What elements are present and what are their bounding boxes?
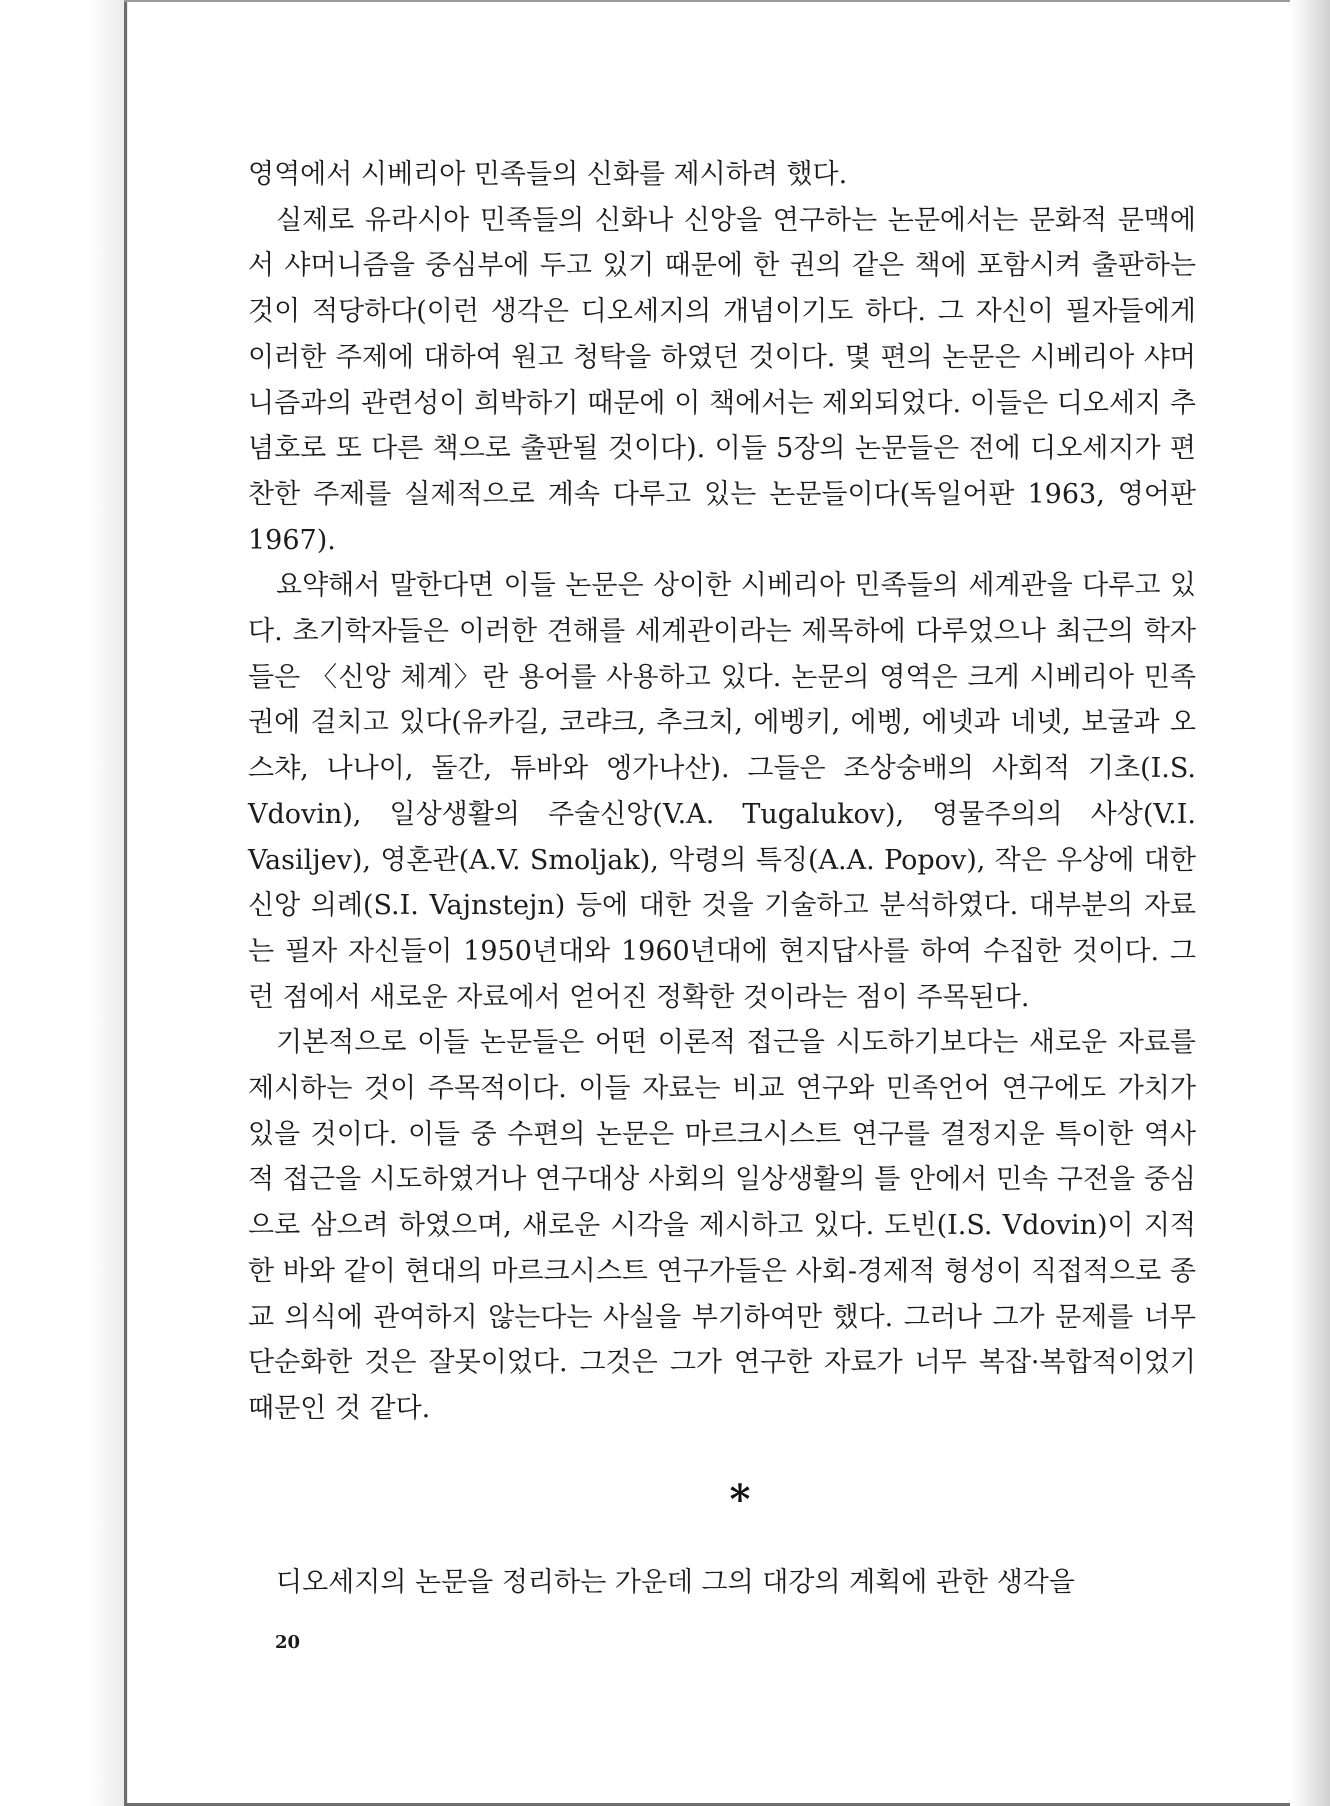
page-gutter — [0, 0, 128, 1806]
page-top-edge — [124, 0, 1330, 2]
paragraph-continuation: 영역에서 시베리아 민족들의 신화를 제시하려 했다. — [248, 159, 848, 190]
paragraph: 요약해서 말한다면 이들 논문은 상이한 시베리아 민족들의 세계관을 다루고 있다. 초기학자들은 이러한 견해를 세계관이라는 제목하에 다루었으나 최근의 학자들은 〈신앙 체계〉란 용어를 사용하고 있다. 논문의 영역은 크게 시베리아 민족권에 걸치고 있다(유카길, 코랴크, 추크치, 에벵키, 에벵, 에넷과 네넷, 보굴과 오스챠, 나나이, 돌간, 튜바와 엥가나산). 그들은 조상숭배의 사회적 기초(I.S. Vdovin), 일상생활의 주술신앙(V.A. Tugalukov), 영물주의의 사상(V.I. Vasiljev), 영혼관(A.V. Smoljak), 악령의 특징(A.A. Popov), 작은 우상에 대한 신앙 의례(S.I. Vajnstejn) 등에 대한 것을 기술하고 분석하였다. 대부분의 자료는 필자 자신들이 1950년대와 1960년대에 현지답사를 하여 수집한 것이다. 그런 점에서 새로운 자료에서 얻어진 정확한 것이라는 점이 주목된다. — [248, 570, 1196, 1013]
paragraph: 실제로 유라시아 민족들의 신화나 신앙을 연구하는 논문에서는 문화적 문맥에서 샤머니즘을 중심부에 두고 있기 때문에 한 권의 같은 책에 포함시켜 출판하는 것이 적당하다(이런 생각은 디오세지의 개념이기도 하다. 그 자신이 필자들에게 이러한 주제에 대하여 원고 청탁을 하였던 것이다. 몇 편의 논문은 시베리아 샤머니즘과의 관련성이 희박하기 때문에 이 책에서는 제외되었다. 이들은 디오세지 추념호로 또 다른 책으로 출판될 것이다). 이들 5장의 논문들은 전에 디오세지가 편찬한 주제를 실제적으로 계속 다루고 있는 논문들이다(독일어판 1963, 영어판 1967). — [248, 204, 1196, 556]
paragraph: 기본적으로 이들 논문들은 어떤 이론적 접근을 시도하기보다는 새로운 자료를 제시하는 것이 주목적이다. 이들 자료는 비교 연구와 민족언어 연구에도 가치가 있을 것이다. 이들 중 수편의 논문은 마르크시스트 연구를 결정지운 특이한 역사적 접근을 시도하였거나 연구대상 사회의 일상생활의 틀 안에서 민속 구전을 중심으로 삼으려 하였으며, 새로운 시각을 제시하고 있다. 도빈(I.S. Vdovin)이 지적한 바와 같이 현대의 마르크시스트 연구가들은 사회-경제적 형성이 직접적으로 종교 의식에 관여하지 않는다는 사실을 부기하여만 했다. 그러나 그가 문제를 너무 단순화한 것은 잘못이었다. 그것은 그가 연구한 자료가 너무 복잡·복합적이었기 때문인 것 같다. — [248, 1027, 1196, 1424]
page-number: 20 — [275, 1632, 301, 1653]
section-divider-asterisk: * — [729, 1476, 751, 1523]
page-left-edge — [124, 0, 127, 1806]
page-right-shadow — [1290, 0, 1330, 1806]
next-section-first-line: 디오세지의 논문을 정리하는 가운데 그의 대강의 계획에 관한 생각을 — [276, 1567, 1075, 1598]
body-text — [248, 152, 1196, 1432]
